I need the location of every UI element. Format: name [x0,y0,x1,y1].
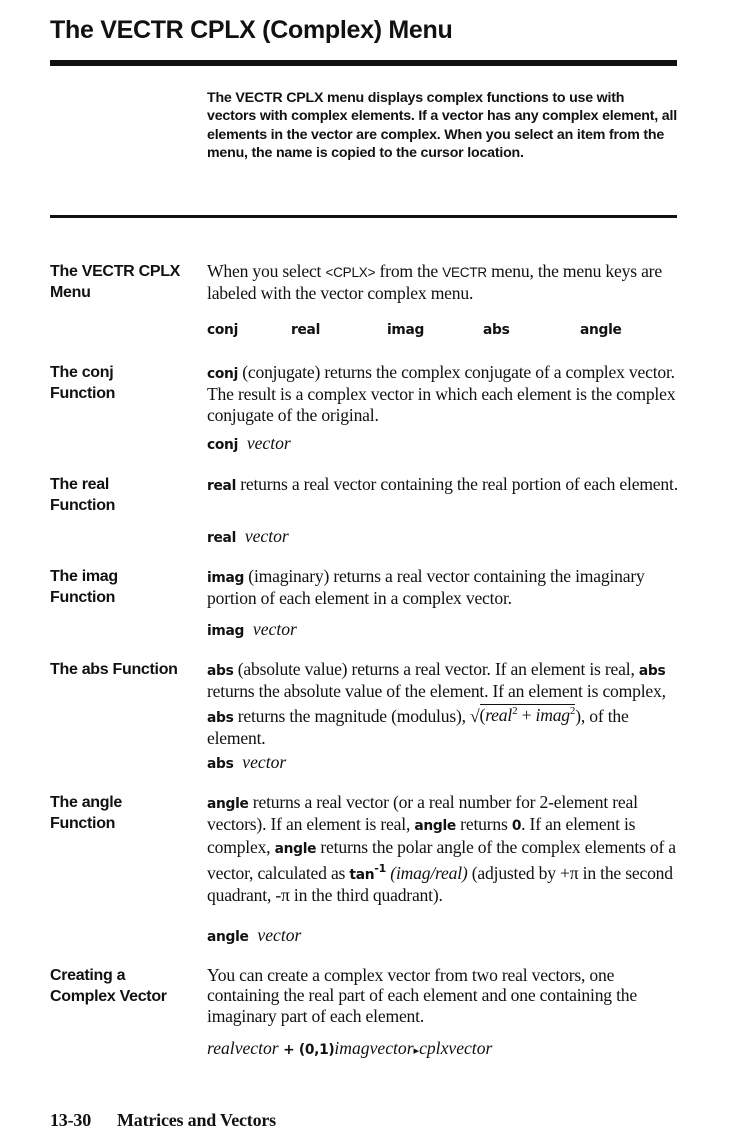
heading-line-1: The conj [50,364,114,381]
abs-text-1: (absolute value) returns a real vector. If an element is real, [233,659,639,679]
heading-line-2: Complex Vector [50,988,167,1005]
menu-description [207,261,682,304]
heading-real-function [50,474,200,516]
heading-imag-function [50,566,200,608]
angle-text-5: (adjusted by +π in the second quadrant, -π in the third quadrant). [207,862,673,906]
menu-key-row [207,322,677,344]
sqrt-symbol: √ [470,705,480,726]
abs-syntax [207,752,286,773]
formula-exponent: 2 [512,705,518,718]
intro-paragraph: The VECTR CPLX menu displays complex functions to use with vectors with complex elements. If a vector has any complex element, all elements in the vector are complex. When you select an item from the menu, the name is copied to the cursor location. [207,90,677,162]
heading-line-1: The VECTR CPLX [50,263,181,280]
imag-keyword: imag [207,570,245,586]
abs-text-3: returns the magnitude (modulus), [233,705,471,726]
heading-vectr-cplx-menu [50,261,200,303]
syntax-keyword: conj [207,437,239,453]
heading-line: The abs Function [50,661,178,678]
imag-description [207,566,682,609]
heading-line-1: The real [50,476,109,493]
menu-key-angle: angle [580,322,622,338]
conj-text: (conjugate) returns the complex conjugate of a complex vector. The result is a complex vector in which each element is the complex conjugate of the original. [207,362,676,425]
real-text: returns a real vector containing the real portion of each element. [236,474,678,494]
menu-text-3: menu, the menu keys are labeled with the vector complex menu. [207,261,662,304]
store-arrow-icon: ▸ [413,1045,420,1057]
conj-syntax [207,433,291,454]
formula-imag: imag [535,705,570,726]
imag-text: (imaginary) returns a real vector containing the imaginary portion of each element in a complex vector. [207,566,645,609]
angle-keyword: angle [207,796,249,812]
heading-angle-function [50,792,200,834]
abs-keyword: abs [207,709,234,726]
modulus-formula [480,704,576,725]
tan-argument: (imag/real) [390,862,468,883]
menu-key-real: real [291,322,321,338]
syntax-keyword: + (0,1) [283,1042,335,1058]
syntax-argument: vector [257,925,302,945]
heading-conj-function [50,362,200,404]
angle-keyword: angle [414,818,456,835]
abs-keyword: abs [207,663,234,679]
angle-text-3: . If an element is complex, [207,814,636,857]
page-footer [50,1110,276,1131]
tan-keyword: tan [349,866,375,883]
syntax-argument: cplxvector [419,1038,493,1058]
section-rule [50,215,677,218]
syntax-keyword: imag [207,623,245,639]
menu-key-conj: conj [207,322,239,338]
syntax-argument: vector [244,526,289,546]
formula-exponent: 2 [569,705,576,718]
abs-text-2: returns the absolute value of the element. If an element is complex, [207,681,666,702]
syntax-argument: imagvector [334,1038,414,1058]
conj-description [207,362,682,425]
real-description [207,474,682,496]
conj-keyword: conj [207,366,239,382]
heading-creating-complex-vector [50,965,200,1007]
chapter-title: Matrices and Vectors [117,1110,276,1130]
zero-value: 0 [511,818,522,835]
syntax-argument: vector [246,433,291,453]
angle-description [207,792,682,905]
syntax-argument: realvector [207,1038,279,1058]
top-rule [50,60,677,66]
heading-line-2: Function [50,589,116,606]
formula-paren: ( [479,705,486,726]
angle-text-1: returns a real vector (or a real number for 2-element real vectors). If an element is real, [207,792,638,835]
abs-description [207,659,682,748]
menu-text-1: When you select [207,261,326,281]
page-number: 13-30 [50,1110,91,1130]
page-title: The VECTR CPLX (Complex) Menu [50,16,453,44]
angle-text-4: returns the polar angle of the complex elements of a vector, calculated as [207,836,676,883]
syntax-argument: vector [242,752,287,772]
angle-text-2: returns [455,814,512,835]
real-syntax [207,526,289,547]
syntax-keyword: real [207,530,237,546]
heading-abs-function [50,659,200,680]
vectr-key-name: VECTR [442,265,487,280]
heading-line-2: Function [50,385,116,402]
heading-line-2: Menu [50,284,91,301]
tan-exponent: -1 [374,861,387,875]
menu-key-imag: imag [387,322,425,338]
heading-line-2: Function [50,815,116,832]
heading-line-1: The imag [50,568,118,585]
menu-key-abs: abs [483,322,510,338]
create-syntax [207,1038,492,1059]
cplx-key-name: <CPLX> [325,265,376,280]
heading-line-1: Creating a [50,967,126,984]
syntax-keyword: angle [207,929,249,945]
menu-text-2: from the [375,261,443,281]
abs-text-4: ), of the element. [207,705,629,748]
angle-syntax [207,925,301,946]
angle-keyword: angle [274,840,317,857]
imag-syntax [207,619,297,640]
formula-plus: + [517,705,536,726]
create-description: You can create a complex vector from two real vectors, one containing the real part of each element and one containing the imaginary part of each element. [207,965,637,1026]
syntax-keyword: abs [207,756,234,772]
abs-keyword: abs [638,663,666,679]
heading-line-1: The angle [50,794,122,811]
heading-line-2: Function [50,497,116,514]
syntax-argument: vector [252,619,297,639]
formula-real: real [485,705,513,726]
real-keyword: real [207,478,237,494]
